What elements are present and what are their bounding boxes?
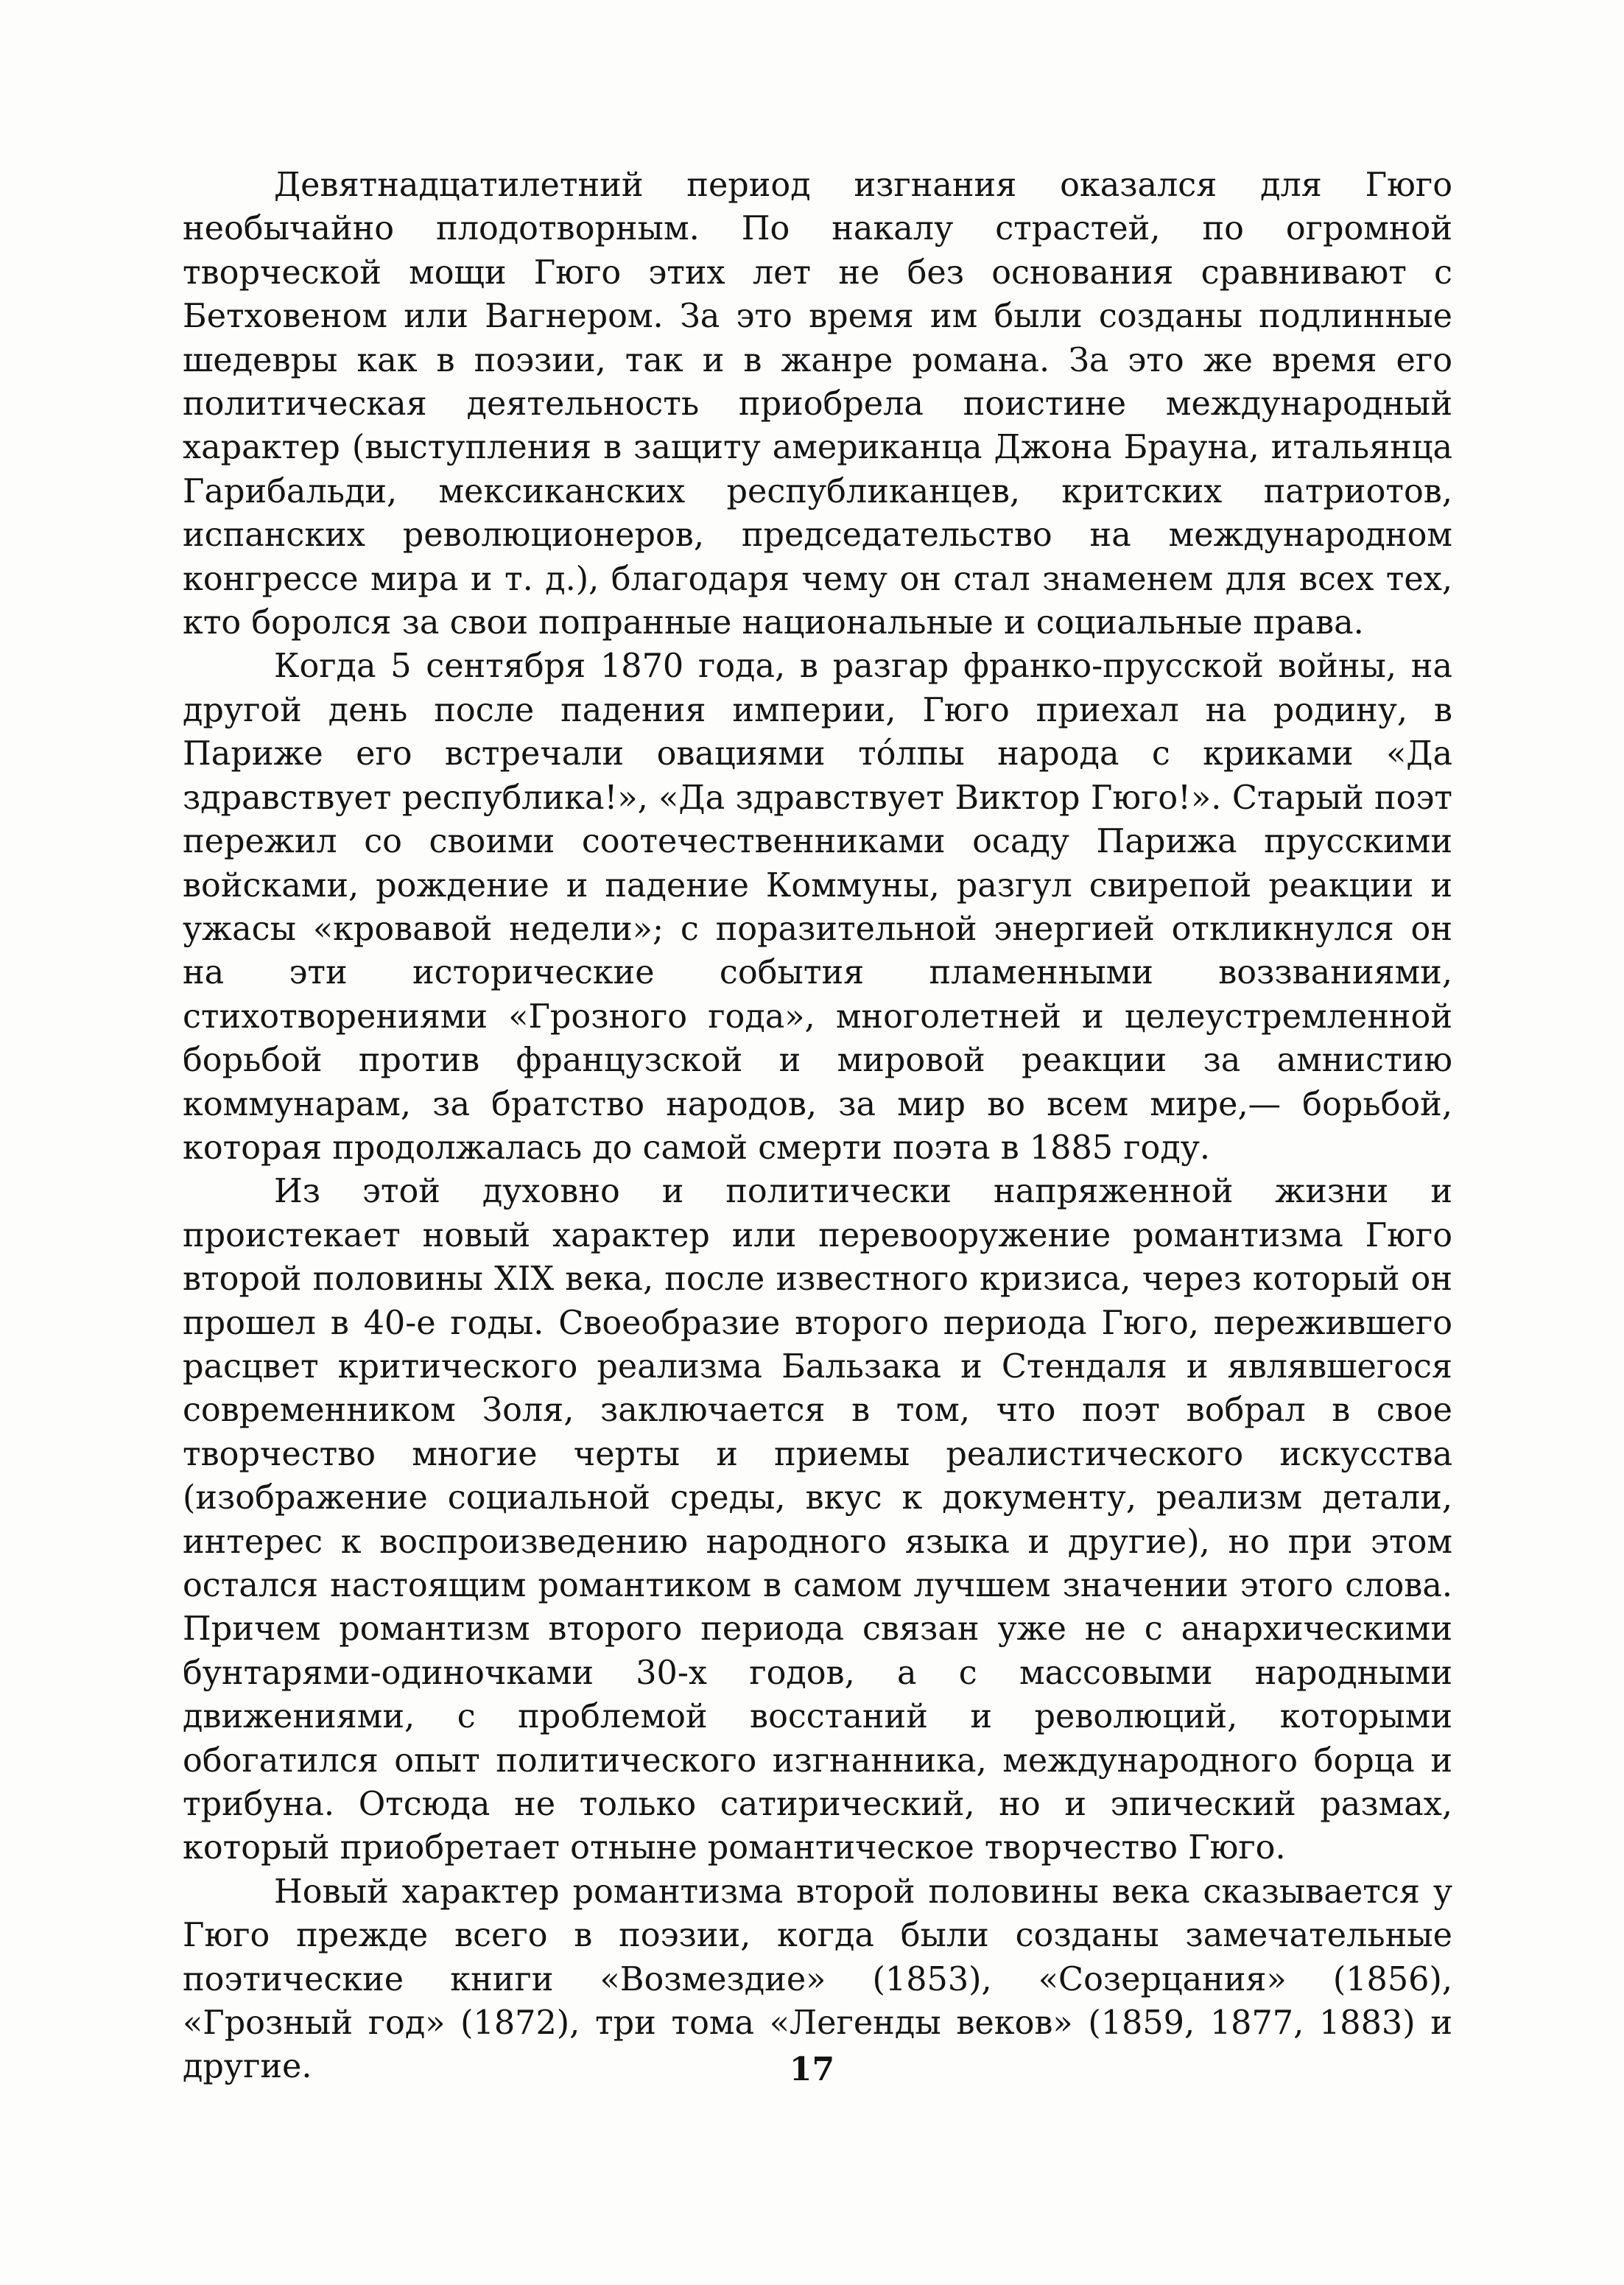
paragraph-return-1870: Когда 5 сентября 1870 года, в разгар франко-прусской войны, на другой день после падения империи, Гюго приехал на родину, в Париже его встречали овациями тóлпы народа с криками «Да здравствует республика!», «Да здравствует Виктор Гюго!». Старый поэт пережил со своими соотечественниками осаду Парижа прусскими войсками, рождение и падение Коммуны, разгул свирепой реакции и ужасы «кровавой недели»; с поразительной энергией откликнулся он на эти исторические события пламенными воззваниями, стихотворениями «Грозного года», многолетней и целеустремленной борьбой против французской и мировой реакции за амнистию коммунарам, за братство народов, за мир во всем мире,— борьбой, которая продолжалась до самой смерти поэта в 1885 году. xyxy=(183,647,1452,1167)
paragraph-new-romanticism: Из этой духовно и политически напряженной жизни и проистекает новый характер или перевооружение романтизма Гюго второй половины XIX века, после известного кризиса, через который он прошел в 40-е годы. Своеобразие второго периода Гюго, пережившего расцвет критического реализма Бальзака и Стендаля и являвшегося современником Золя, заключается в том, что поэт вобрал в свое творчество многие черты и приемы реалистического искусства (изображение социальной среды, вкус к документу, реализм детали, интерес к воспроизведению народного языка и другие), но при этом остался настоящим романтиком в самом лучшем значении этого слова. Причем романтизм второго периода связан уже не с анархическими бунтарями-одиночками 30-х годов, а с массовыми народными движениями, с проблемой восстаний и революций, которыми обогатился опыт политического изгнанника, международного борца и трибуна. Отсюда не только сатирический, но и эпический размах, который приобретает отныне романтическое творчество Гюго. xyxy=(183,1173,1452,1867)
body-text xyxy=(183,164,1452,2089)
paragraph-exile-period: Девятнадцатилетний период изгнания оказался для Гюго необычайно плодотворным. По накалу страстей, по огромной творческой мощи Гюго этих лет не без основания сравнивают с Бетховеном или Вагнером. За это время им были созданы подлинные шедевры как в поэзии, так и в жанре романа. За это же время его политическая деятельность приобрела поистине международный характер (выступления в защиту американца Джона Брауна, итальянца Гарибальди, мексиканских республиканцев, критских патриотов, испанских революционеров, председательство на международном конгрессе мира и т. д.), благодаря чему он стал знаменем для всех тех, кто боролся за свои попранные национальные и социальные права. xyxy=(183,166,1452,642)
page-number: 17 xyxy=(789,2051,835,2088)
paragraph-poetry-books: Новый характер романтизма второй половины века сказывается у Гюго прежде всего в поэзии, когда были созданы замечательные поэтические книги «Возмездие» (1853), «Созерцания» (1856), «Грозный год» (1872), три тома «Легенды веков» (1859, 1877, 1883) и другие. xyxy=(183,1872,1452,2086)
